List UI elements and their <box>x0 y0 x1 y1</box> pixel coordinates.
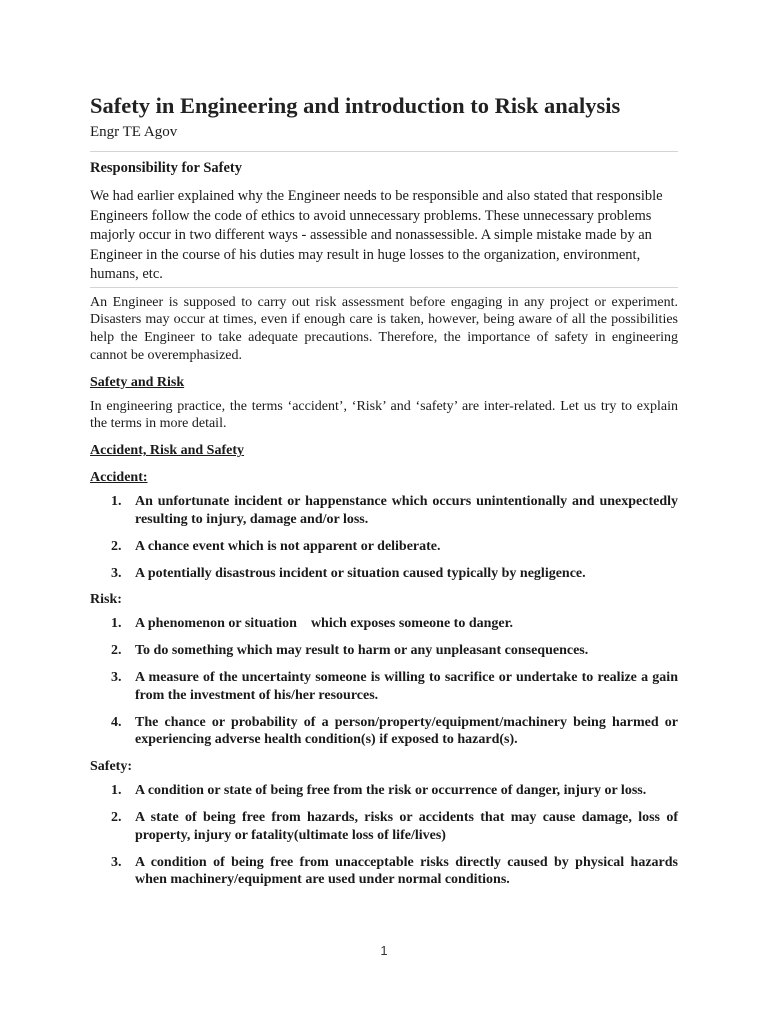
list-item <box>90 565 678 583</box>
section-divider <box>90 287 678 288</box>
list-number: 1. <box>111 616 122 632</box>
list-text: An unfortunate incident or happenstance which occurs unintentionally and unexpectedly resulting to injury, damage and/or loss. <box>135 494 678 528</box>
assessment-paragraph: An Engineer is supposed to carry out risk assessment before engaging in any project or experiment. Disasters may occur at times, even if enough care is taken, however, being aware of all the possibilities help the Engineer to take adequate precautions. Therefore, the importance of safety in engineering cannot be overemphasized. <box>90 294 678 363</box>
list-number: 1. <box>111 494 122 510</box>
list-number: 2. <box>111 643 122 659</box>
list-number: 2. <box>111 810 122 826</box>
safety-list <box>90 782 678 889</box>
list-text: A phenomenon or situation which exposes someone to danger. <box>135 616 514 632</box>
safety-and-risk-paragraph: In engineering practice, the terms ‘accident’, ‘Risk’ and ‘safety’ are inter-related. Let us try to explain the terms in more detail. <box>90 398 678 432</box>
list-number: 3. <box>111 565 122 581</box>
list-item <box>90 714 678 750</box>
accident-heading: Accident: <box>90 470 148 486</box>
header-divider <box>90 151 678 152</box>
list-item <box>90 615 678 633</box>
accident-list <box>90 493 678 582</box>
list-text: A potentially disastrous incident or situation caused typically by negligence. <box>135 565 586 581</box>
list-item <box>90 854 678 890</box>
list-item <box>90 642 678 660</box>
document-title: Safety in Engineering and introduction to Risk analysis <box>90 93 621 118</box>
list-item <box>90 809 678 845</box>
list-text: A state of being free from hazards, risks or accidents that may cause damage, loss of property, injury or fatality(ultimate loss of life/lives) <box>135 810 678 843</box>
list-item <box>90 538 678 556</box>
list-item <box>90 493 678 529</box>
safety-and-risk-heading: Safety and Risk <box>90 374 185 390</box>
safety-heading: Safety: <box>90 759 132 775</box>
risk-heading: Risk: <box>90 592 122 608</box>
list-number: 2. <box>111 538 122 554</box>
accident-risk-safety-heading: Accident, Risk and Safety <box>90 443 245 459</box>
list-text: To do something which may result to harm or any unpleasant consequences. <box>135 643 589 659</box>
list-number: 3. <box>111 670 122 686</box>
list-text: The chance or probability of a person/property/equipment/machinery being harmed or experiencing adverse health condition(s) if exposed to hazard(s). <box>135 714 678 748</box>
page-content <box>90 92 678 898</box>
list-number: 4. <box>111 714 122 730</box>
list-text: A condition of being free from unacceptable risks directly caused by physical hazards when machinery/equipment are used under normal conditions. <box>135 854 678 888</box>
responsibility-heading: Responsibility for Safety <box>90 160 242 176</box>
page-number: 1 <box>380 943 388 958</box>
list-number: 1. <box>111 783 122 799</box>
list-text: A measure of the uncertainty someone is willing to sacrifice or undertake to realize a gain from the investment of his/her resources. <box>135 670 678 703</box>
list-number: 3. <box>111 854 122 870</box>
responsibility-paragraph: We had earlier explained why the Engineer needs to be responsible and also stated that responsible Engineers follow the code of ethics to avoid unnecessary problems. These unnecessary problems majorly occur in two different ways - assessible and nonassessible. A simple mistake made by an Engineer in the course of his duties may result in huge losses to the organization, environment, humans, etc. <box>90 188 663 282</box>
list-text: A condition or state of being free from the risk or occurrence of danger, injury or loss. <box>135 783 647 799</box>
document-author: Engr TE Agov <box>90 124 178 140</box>
risk-list <box>90 615 678 749</box>
list-text: A chance event which is not apparent or deliberate. <box>135 538 441 554</box>
list-item <box>90 669 678 705</box>
list-item <box>90 782 678 800</box>
